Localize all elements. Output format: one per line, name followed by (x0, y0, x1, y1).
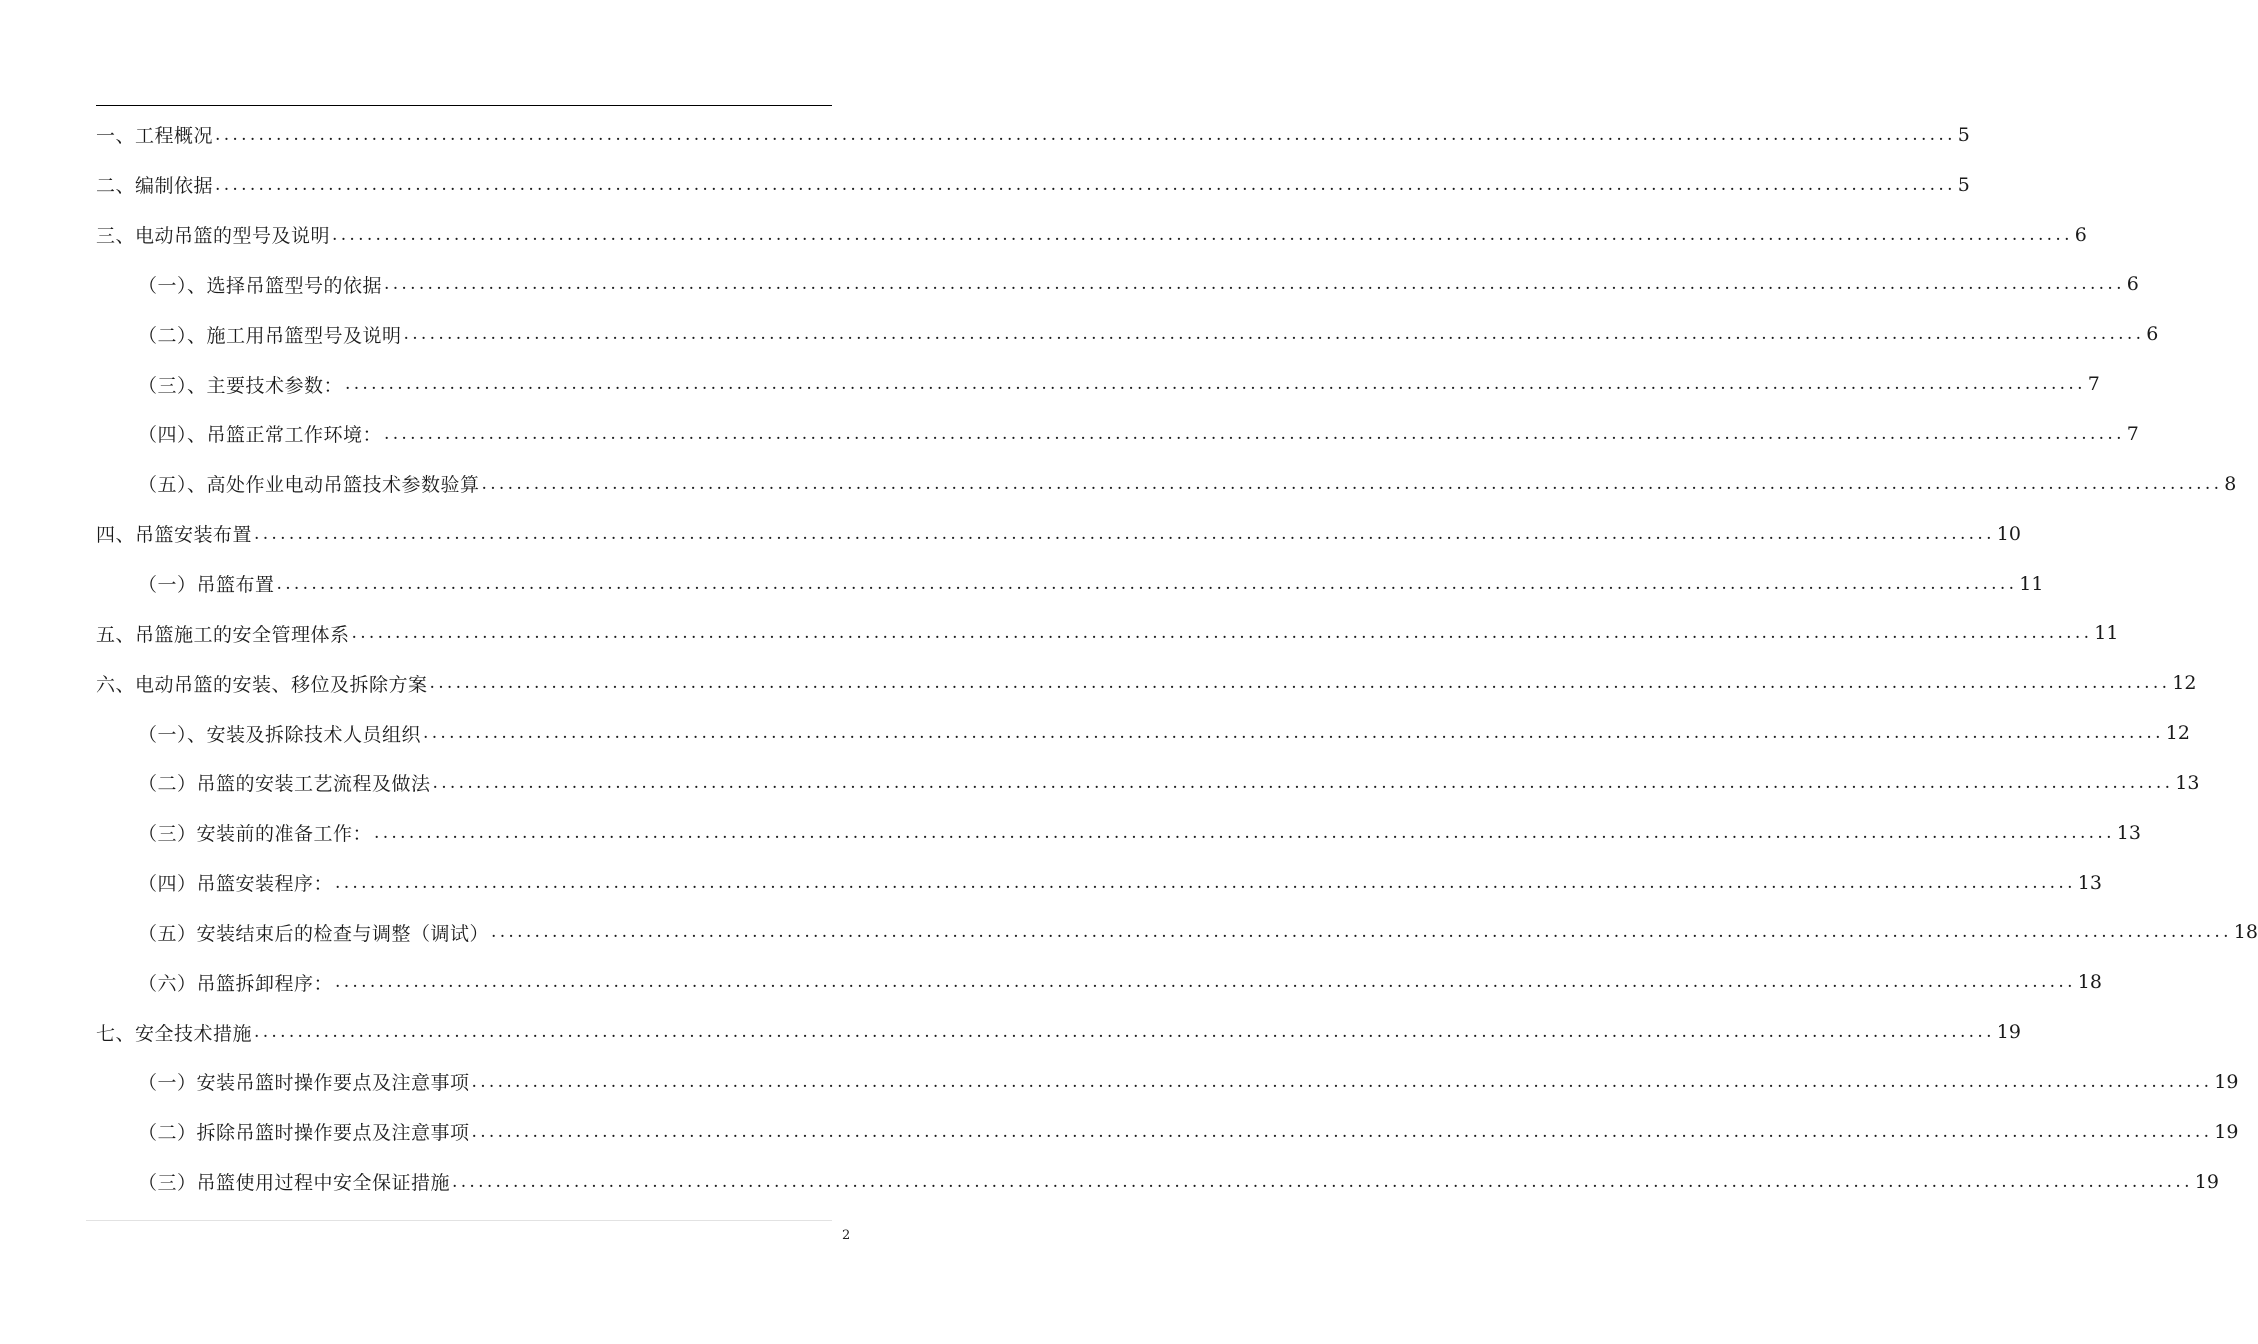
toc-dot-leader: ........................................................................................................................................................................................................ (345, 374, 2086, 395)
toc-entry-label: （四）、吊篮正常工作环境： (138, 424, 383, 447)
toc-entry-page-number: 6 (2074, 223, 2087, 246)
toc-entry-label: （二）拆除吊篮时操作要点及注意事项 (138, 1122, 470, 1145)
footer-divider (86, 1220, 832, 1221)
toc-entry[interactable] (96, 160, 1970, 210)
toc-dot-leader: ........................................................................................................................................................................................................ (374, 822, 2115, 843)
toc-dot-leader: ........................................................................................................................................................................................................ (423, 723, 2164, 744)
toc-entry[interactable] (96, 758, 2200, 808)
toc-entry[interactable] (96, 708, 2190, 758)
toc-entry-page-number: 19 (1996, 1021, 2021, 1044)
toc-entry-label: （一）、安装及拆除技术人员组织 (138, 723, 422, 746)
toc-dot-leader: ........................................................................................................................................................................................................ (452, 1171, 2193, 1192)
toc-dot-leader: ........................................................................................................................................................................................................ (215, 174, 1956, 195)
toc-entry-page-number: 19 (2214, 1120, 2239, 1143)
toc-entry-label: （四）吊篮安装程序： (138, 873, 334, 896)
toc-entry-page-number: 5 (1957, 173, 1970, 196)
toc-entry-label: （一）安装吊篮时操作要点及注意事项 (138, 1072, 470, 1095)
toc-entry-label: 一、工程概况 (96, 125, 214, 148)
toc-entry[interactable] (96, 908, 2258, 958)
toc-dot-leader: ........................................................................................................................................................................................................ (481, 473, 2223, 494)
toc-entry-label: （一）、选择吊篮型号的依据 (138, 274, 383, 297)
table-of-contents (96, 110, 2258, 1207)
toc-entry-page-number: 7 (2087, 373, 2100, 396)
toc-entry[interactable] (96, 1157, 2219, 1207)
toc-dot-leader: ........................................................................................................................................................................................................ (254, 1022, 1995, 1043)
toc-entry-label: （三）、主要技术参数： (138, 374, 344, 397)
toc-entry[interactable] (96, 409, 2139, 459)
toc-dot-leader: ........................................................................................................................................................................................................ (384, 423, 2125, 444)
toc-entry-label: 六、电动吊篮的安装、移位及拆除方案 (96, 673, 428, 696)
header-divider (96, 105, 832, 106)
toc-entry-page-number: 12 (2165, 722, 2190, 745)
toc-entry-page-number: 13 (2116, 821, 2141, 844)
toc-entry-page-number: 19 (2214, 1070, 2239, 1093)
page-number: 2 (842, 1228, 851, 1243)
toc-entry[interactable] (96, 210, 2087, 260)
toc-entry-label: （五）安装结束后的检查与调整（调试） (138, 922, 490, 945)
toc-dot-leader: ........................................................................................................................................................................................................ (403, 324, 2145, 345)
toc-dot-leader: ........................................................................................................................................................................................................ (254, 523, 1995, 544)
toc-entry-label: 三、电动吊篮的型号及说明 (96, 225, 331, 248)
toc-dot-leader: ........................................................................................................................................................................................................ (432, 772, 2174, 793)
toc-entry[interactable] (96, 1007, 2021, 1057)
toc-dot-leader: ........................................................................................................................................................................................................ (491, 922, 2232, 943)
toc-dot-leader: ........................................................................................................................................................................................................ (215, 124, 1956, 145)
toc-entry-label: 五、吊篮施工的安全管理体系 (96, 623, 350, 646)
toc-entry[interactable] (96, 359, 2100, 409)
toc-entry-page-number: 18 (2077, 971, 2102, 994)
toc-entry-label: 二、编制依据 (96, 175, 214, 198)
toc-entry[interactable] (96, 1057, 2239, 1107)
toc-entry-label: （五）、高处作业电动吊篮技术参数验算 (138, 474, 480, 497)
toc-entry-page-number: 19 (2194, 1170, 2219, 1193)
toc-entry-page-number: 13 (2077, 871, 2102, 894)
toc-entry-page-number: 6 (2146, 323, 2159, 346)
toc-entry-page-number: 11 (2019, 572, 2044, 595)
toc-dot-leader: ........................................................................................................................................................................................................ (335, 972, 2076, 993)
toc-entry-label: （六）吊篮拆卸程序： (138, 972, 334, 995)
toc-entry[interactable] (96, 808, 2141, 858)
toc-entry[interactable] (96, 957, 2102, 1007)
toc-entry-page-number: 7 (2126, 422, 2139, 445)
toc-dot-leader: ........................................................................................................................................................................................................ (429, 673, 2171, 694)
toc-entry[interactable] (96, 309, 2159, 359)
toc-entry[interactable] (96, 110, 1970, 160)
toc-dot-leader: ........................................................................................................................................................................................................ (471, 1071, 2213, 1092)
toc-entry-page-number: 11 (2094, 622, 2119, 645)
toc-entry-page-number: 8 (2224, 472, 2237, 495)
toc-entry-page-number: 10 (1996, 522, 2021, 545)
toc-entry-label: （二）吊篮的安装工艺流程及做法 (138, 773, 431, 796)
toc-entry-page-number: 12 (2172, 672, 2197, 695)
toc-dot-leader: ........................................................................................................................................................................................................ (335, 872, 2076, 893)
toc-dot-leader: ........................................................................................................................................................................................................ (332, 224, 2073, 245)
toc-entry-page-number: 18 (2233, 921, 2258, 944)
toc-entry[interactable] (96, 260, 2139, 310)
toc-entry-page-number: 13 (2175, 771, 2200, 794)
toc-entry-label: 七、安全技术措施 (96, 1022, 253, 1045)
toc-dot-leader: ........................................................................................................................................................................................................ (276, 573, 2018, 594)
toc-entry-label: （三）吊篮使用过程中安全保证措施 (138, 1172, 451, 1195)
toc-entry[interactable] (96, 509, 2021, 559)
toc-entry[interactable] (96, 858, 2102, 908)
toc-entry[interactable] (96, 608, 2119, 658)
toc-entry[interactable] (96, 658, 2197, 708)
toc-entry-page-number: 5 (1957, 123, 1970, 146)
toc-entry[interactable] (96, 559, 2044, 609)
toc-dot-leader: ........................................................................................................................................................................................................ (384, 274, 2125, 295)
toc-entry[interactable] (96, 1107, 2239, 1157)
toc-entry[interactable] (96, 459, 2237, 509)
toc-entry-page-number: 6 (2126, 273, 2139, 296)
toc-dot-leader: ........................................................................................................................................................................................................ (351, 623, 2093, 644)
toc-entry-label: 四、吊篮安装布置 (96, 524, 253, 547)
toc-dot-leader: ........................................................................................................................................................................................................ (471, 1121, 2213, 1142)
toc-entry-label: （三）安装前的准备工作： (138, 823, 373, 846)
toc-entry-label: （一）吊篮布置 (138, 574, 275, 597)
toc-entry-label: （二）、施工用吊篮型号及说明 (138, 324, 402, 347)
